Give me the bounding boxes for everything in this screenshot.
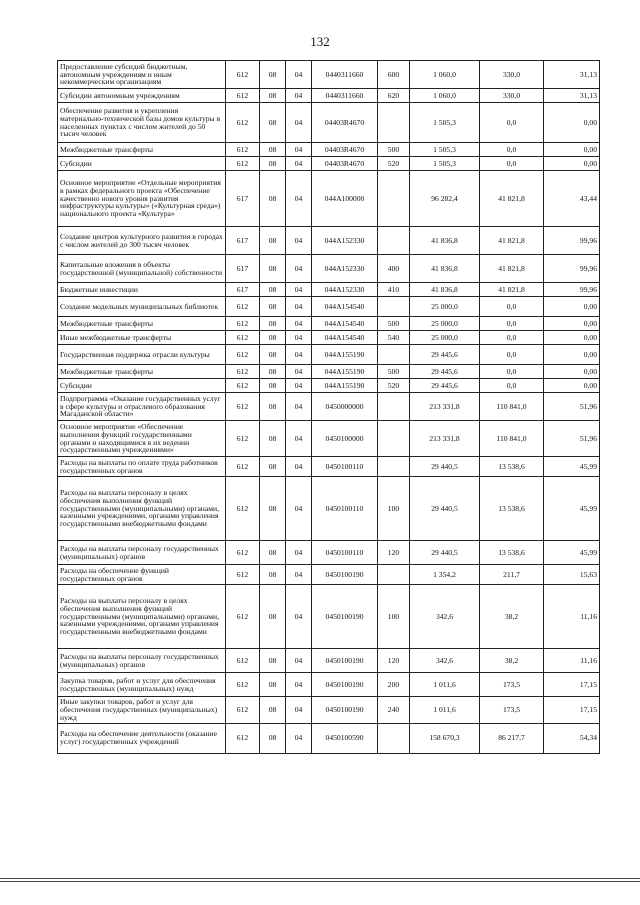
cell-fact: 41 821,8: [480, 255, 544, 283]
cell-vr: 200: [378, 673, 410, 697]
cell-pr: 04: [286, 157, 312, 171]
cell-vr: [378, 345, 410, 365]
cell-pr: 04: [286, 421, 312, 457]
row-name: Субсидии: [58, 379, 226, 393]
cell-csr: 044A155190: [312, 379, 378, 393]
cell-vr: 620: [378, 89, 410, 103]
cell-ved: 612: [226, 565, 260, 585]
cell-rz: 08: [260, 541, 286, 565]
cell-ved: 612: [226, 585, 260, 649]
cell-ved: 612: [226, 345, 260, 365]
cell-csr: 0450100110: [312, 477, 378, 541]
row-name: Закупка товаров, работ и услуг для обеспечения государственных (муниципальных) нужд: [58, 673, 226, 697]
row-name: Создание центров культурного развития в городах с числом жителей до 300 тысяч человек: [58, 227, 226, 255]
table-row: [58, 345, 600, 365]
row-name: Основное мероприятие «Обеспечение выполнения функций государственными органами и находящимися в их ведении государственными учреждениями»: [58, 421, 226, 457]
cell-plan: 342,6: [410, 585, 480, 649]
cell-pr: 04: [286, 297, 312, 317]
cell-ved: 612: [226, 379, 260, 393]
cell-pr: 04: [286, 227, 312, 255]
cell-csr: 0440311660: [312, 89, 378, 103]
cell-pr: 04: [286, 393, 312, 421]
table-row: [58, 723, 600, 753]
cell-plan: 1 011,6: [410, 673, 480, 697]
cell-fact: 0,0: [480, 331, 544, 345]
cell-rz: 08: [260, 297, 286, 317]
cell-pr: 04: [286, 541, 312, 565]
cell-rz: 08: [260, 331, 286, 345]
cell-vr: [378, 297, 410, 317]
cell-fact: 13 538,6: [480, 457, 544, 477]
cell-csr: 0450100190: [312, 565, 378, 585]
cell-rz: 08: [260, 103, 286, 143]
cell-percent: 11,16: [544, 585, 600, 649]
cell-plan: 342,6: [410, 649, 480, 673]
cell-pr: 04: [286, 477, 312, 541]
cell-fact: 173,5: [480, 697, 544, 724]
cell-csr: 0450000000: [312, 393, 378, 421]
cell-fact: 330,0: [480, 61, 544, 89]
cell-vr: 120: [378, 649, 410, 673]
cell-vr: 410: [378, 283, 410, 297]
table-row: [58, 157, 600, 171]
cell-ved: 617: [226, 171, 260, 227]
table-row: [58, 89, 600, 103]
cell-ved: 617: [226, 283, 260, 297]
cell-plan: 29 440,5: [410, 457, 480, 477]
table-row: [58, 171, 600, 227]
table-row: [58, 421, 600, 457]
row-name: Расходы на обеспечение функций государственных органов: [58, 565, 226, 585]
row-name: Бюджетные инвестиции: [58, 283, 226, 297]
cell-vr: 240: [378, 697, 410, 724]
cell-csr: 044A152330: [312, 283, 378, 297]
cell-pr: 04: [286, 585, 312, 649]
cell-vr: [378, 103, 410, 143]
cell-percent: 17,15: [544, 697, 600, 724]
cell-plan: 25 000,0: [410, 297, 480, 317]
cell-fact: 330,0: [480, 89, 544, 103]
table-row: [58, 673, 600, 697]
cell-csr: 0440311660: [312, 61, 378, 89]
cell-percent: 45,99: [544, 477, 600, 541]
cell-percent: 0,00: [544, 331, 600, 345]
cell-ved: 612: [226, 61, 260, 89]
cell-ved: 612: [226, 297, 260, 317]
cell-percent: 99,96: [544, 255, 600, 283]
cell-percent: 0,00: [544, 317, 600, 331]
footer-rule: [0, 878, 640, 879]
cell-percent: 0,00: [544, 365, 600, 379]
cell-plan: 25 000,0: [410, 317, 480, 331]
cell-plan: 1 060,0: [410, 61, 480, 89]
cell-rz: 08: [260, 157, 286, 171]
table-row: [58, 331, 600, 345]
cell-percent: 51,96: [544, 393, 600, 421]
row-name: Расходы на обеспечение деятельности (оказание услуг) государственных учреждений: [58, 723, 226, 753]
cell-csr: 0450100590: [312, 723, 378, 753]
cell-csr: 0450100190: [312, 673, 378, 697]
row-name: Межбюджетные трансферты: [58, 317, 226, 331]
cell-plan: 1 060,0: [410, 89, 480, 103]
cell-vr: 120: [378, 541, 410, 565]
cell-plan: 158 670,3: [410, 723, 480, 753]
cell-csr: 0450100110: [312, 457, 378, 477]
cell-ved: 612: [226, 89, 260, 103]
table-row: [58, 297, 600, 317]
cell-fact: 38,2: [480, 649, 544, 673]
cell-rz: 08: [260, 393, 286, 421]
cell-ved: 612: [226, 143, 260, 157]
cell-vr: [378, 457, 410, 477]
cell-vr: [378, 227, 410, 255]
row-name: Основное мероприятие «Отдельные мероприятия в рамках федерального проекта «Обеспечение качественно нового уровня развития инфраструктуры культуры» («Культурная среда») национального проекта «Культура»: [58, 171, 226, 227]
cell-plan: 29 445,6: [410, 345, 480, 365]
row-name: Субсидии: [58, 157, 226, 171]
cell-vr: [378, 171, 410, 227]
cell-rz: 08: [260, 649, 286, 673]
row-name: Иные межбюджетные трансферты: [58, 331, 226, 345]
cell-csr: 044A152330: [312, 255, 378, 283]
row-name: Государственная поддержка отрасли культуры: [58, 345, 226, 365]
cell-csr: 04403R4670: [312, 103, 378, 143]
cell-fact: 0,0: [480, 297, 544, 317]
row-name: Расходы на выплаты персоналу в целях обеспечения выполнения функций государственными (муниципальными) органами, казенными учреждениями, органами управления государственными внебюджетными фондами: [58, 477, 226, 541]
cell-percent: 45,99: [544, 541, 600, 565]
cell-rz: 08: [260, 673, 286, 697]
cell-percent: 0,00: [544, 143, 600, 157]
table-row: [58, 565, 600, 585]
cell-fact: 86 217,7: [480, 723, 544, 753]
cell-ved: 612: [226, 393, 260, 421]
cell-csr: 04403R4670: [312, 143, 378, 157]
cell-vr: 540: [378, 331, 410, 345]
cell-vr: 100: [378, 477, 410, 541]
cell-ved: 612: [226, 649, 260, 673]
cell-vr: 400: [378, 255, 410, 283]
cell-fact: 38,2: [480, 585, 544, 649]
cell-vr: 520: [378, 379, 410, 393]
cell-percent: 0,00: [544, 379, 600, 393]
cell-fact: 0,0: [480, 157, 544, 171]
cell-fact: 110 841,0: [480, 393, 544, 421]
cell-pr: 04: [286, 331, 312, 345]
cell-pr: 04: [286, 61, 312, 89]
cell-plan: 29 445,6: [410, 379, 480, 393]
cell-rz: 08: [260, 365, 286, 379]
table-row: [58, 649, 600, 673]
table-row: [58, 393, 600, 421]
cell-vr: 500: [378, 143, 410, 157]
table-row: [58, 317, 600, 331]
cell-rz: 08: [260, 379, 286, 393]
cell-percent: 45,99: [544, 457, 600, 477]
cell-fact: 173,5: [480, 673, 544, 697]
budget-table: [57, 60, 600, 754]
cell-pr: 04: [286, 89, 312, 103]
row-name: Расходы на выплаты персоналу государственных (муниципальных) органов: [58, 541, 226, 565]
cell-fact: 0,0: [480, 365, 544, 379]
cell-fact: 110 841,0: [480, 421, 544, 457]
cell-pr: 04: [286, 365, 312, 379]
cell-pr: 04: [286, 103, 312, 143]
footer-rule-bottom: [0, 881, 640, 882]
cell-pr: 04: [286, 283, 312, 297]
cell-fact: 0,0: [480, 345, 544, 365]
cell-percent: 15,63: [544, 565, 600, 585]
cell-ved: 612: [226, 103, 260, 143]
cell-plan: 25 000,0: [410, 331, 480, 345]
cell-plan: 96 282,4: [410, 171, 480, 227]
cell-csr: 0450100190: [312, 585, 378, 649]
cell-csr: 0450100110: [312, 541, 378, 565]
cell-fact: 211,7: [480, 565, 544, 585]
cell-percent: 0,00: [544, 103, 600, 143]
cell-plan: 29 440,5: [410, 477, 480, 541]
cell-rz: 08: [260, 421, 286, 457]
cell-csr: 0450100190: [312, 697, 378, 724]
cell-rz: 08: [260, 171, 286, 227]
cell-fact: 41 821,8: [480, 283, 544, 297]
cell-plan: 1 354,2: [410, 565, 480, 585]
cell-rz: 08: [260, 477, 286, 541]
cell-rz: 08: [260, 723, 286, 753]
cell-plan: 1 011,6: [410, 697, 480, 724]
cell-ved: 612: [226, 477, 260, 541]
cell-plan: 1 505,3: [410, 103, 480, 143]
cell-rz: 08: [260, 565, 286, 585]
cell-ved: 612: [226, 697, 260, 724]
cell-plan: 41 836,8: [410, 255, 480, 283]
row-name: Межбюджетные трансферты: [58, 143, 226, 157]
row-name: Расходы на выплаты по оплате труда работников государственных органов: [58, 457, 226, 477]
cell-fact: 13 538,6: [480, 477, 544, 541]
cell-pr: 04: [286, 649, 312, 673]
cell-ved: 612: [226, 157, 260, 171]
cell-ved: 612: [226, 421, 260, 457]
table-row: [58, 365, 600, 379]
cell-vr: 600: [378, 61, 410, 89]
cell-csr: 044A152330: [312, 227, 378, 255]
cell-ved: 612: [226, 723, 260, 753]
cell-vr: 500: [378, 317, 410, 331]
cell-ved: 617: [226, 255, 260, 283]
cell-fact: 41 821,8: [480, 171, 544, 227]
cell-rz: 08: [260, 345, 286, 365]
cell-ved: 612: [226, 317, 260, 331]
cell-csr: 0450100000: [312, 421, 378, 457]
cell-rz: 08: [260, 255, 286, 283]
cell-ved: 612: [226, 541, 260, 565]
row-name: Расходы на выплаты персоналу в целях обеспечения выполнения функций государственными (муниципальными) органами, казенными учреждениями, органами управления государственными внебюджетными фондами: [58, 585, 226, 649]
table-row: [58, 227, 600, 255]
cell-rz: 08: [260, 89, 286, 103]
row-name: Создание модельных муниципальных библиотек: [58, 297, 226, 317]
cell-plan: 41 836,8: [410, 283, 480, 297]
cell-fact: 0,0: [480, 379, 544, 393]
cell-vr: [378, 393, 410, 421]
cell-ved: 612: [226, 673, 260, 697]
cell-percent: 31,13: [544, 89, 600, 103]
cell-percent: 31,13: [544, 61, 600, 89]
cell-plan: 1 505,3: [410, 157, 480, 171]
cell-pr: 04: [286, 379, 312, 393]
cell-pr: 04: [286, 345, 312, 365]
cell-csr: 044A155190: [312, 365, 378, 379]
cell-fact: 0,0: [480, 103, 544, 143]
page-number: 132: [310, 34, 330, 49]
cell-fact: 0,0: [480, 143, 544, 157]
cell-pr: 04: [286, 723, 312, 753]
cell-csr: 044A100000: [312, 171, 378, 227]
cell-percent: 17,15: [544, 673, 600, 697]
row-name: Капитальные вложения в объекты государственной (муниципальной) собственности: [58, 255, 226, 283]
cell-pr: 04: [286, 171, 312, 227]
cell-vr: [378, 421, 410, 457]
cell-percent: 43,44: [544, 171, 600, 227]
cell-rz: 08: [260, 61, 286, 89]
table-row: [58, 541, 600, 565]
cell-csr: 04403R4670: [312, 157, 378, 171]
row-name: Обеспечение развития и укрепления материально-технической базы домов культуры в населенных пунктах с числом жителей до 50 тысяч человек: [58, 103, 226, 143]
cell-pr: 04: [286, 317, 312, 331]
cell-plan: 41 836,8: [410, 227, 480, 255]
cell-vr: [378, 723, 410, 753]
cell-rz: 08: [260, 457, 286, 477]
table-row: [58, 283, 600, 297]
cell-rz: 08: [260, 283, 286, 297]
table-row: [58, 379, 600, 393]
cell-percent: 99,96: [544, 227, 600, 255]
cell-ved: 612: [226, 365, 260, 379]
table-row: [58, 61, 600, 89]
cell-pr: 04: [286, 565, 312, 585]
cell-percent: 11,16: [544, 649, 600, 673]
cell-percent: 0,00: [544, 345, 600, 365]
table-row: [58, 255, 600, 283]
row-name: Предоставление субсидий бюджетным, автономным учреждениям и иным некоммерческим организациям: [58, 61, 226, 89]
cell-csr: 044A154540: [312, 331, 378, 345]
cell-pr: 04: [286, 457, 312, 477]
cell-percent: 0,00: [544, 297, 600, 317]
table-row: [58, 457, 600, 477]
row-name: Субсидии автономным учреждениям: [58, 89, 226, 103]
table-row: [58, 143, 600, 157]
cell-pr: 04: [286, 697, 312, 724]
row-name: Межбюджетные трансферты: [58, 365, 226, 379]
cell-plan: 213 331,8: [410, 393, 480, 421]
cell-plan: 213 331,8: [410, 421, 480, 457]
cell-percent: 54,34: [544, 723, 600, 753]
row-name: Иные закупки товаров, работ и услуг для обеспечения государственных (муниципальных) нужд: [58, 697, 226, 724]
cell-ved: 612: [226, 331, 260, 345]
cell-plan: 29 445,6: [410, 365, 480, 379]
cell-vr: 500: [378, 365, 410, 379]
cell-rz: 08: [260, 697, 286, 724]
cell-vr: 100: [378, 585, 410, 649]
cell-plan: 29 440,5: [410, 541, 480, 565]
row-name: Подпрограмма «Оказание государственных услуг в сфере культуры и отраслевого образования Магаданской области»: [58, 393, 226, 421]
cell-pr: 04: [286, 255, 312, 283]
cell-csr: 044A154540: [312, 297, 378, 317]
cell-percent: 0,00: [544, 157, 600, 171]
cell-ved: 617: [226, 227, 260, 255]
cell-vr: 520: [378, 157, 410, 171]
cell-pr: 04: [286, 673, 312, 697]
cell-fact: 0,0: [480, 317, 544, 331]
cell-percent: 51,96: [544, 421, 600, 457]
table-row: [58, 477, 600, 541]
cell-rz: 08: [260, 317, 286, 331]
cell-percent: 99,96: [544, 283, 600, 297]
cell-csr: 0450100190: [312, 649, 378, 673]
cell-csr: 044A155190: [312, 345, 378, 365]
cell-rz: 08: [260, 143, 286, 157]
table-row: [58, 103, 600, 143]
cell-vr: [378, 565, 410, 585]
cell-fact: 41 821,8: [480, 227, 544, 255]
row-name: Расходы на выплаты персоналу государственных (муниципальных) органов: [58, 649, 226, 673]
cell-rz: 08: [260, 227, 286, 255]
cell-plan: 1 505,3: [410, 143, 480, 157]
cell-pr: 04: [286, 143, 312, 157]
cell-csr: 044A154540: [312, 317, 378, 331]
table-row: [58, 697, 600, 724]
table-row: [58, 585, 600, 649]
cell-fact: 13 538,6: [480, 541, 544, 565]
cell-rz: 08: [260, 585, 286, 649]
cell-ved: 612: [226, 457, 260, 477]
